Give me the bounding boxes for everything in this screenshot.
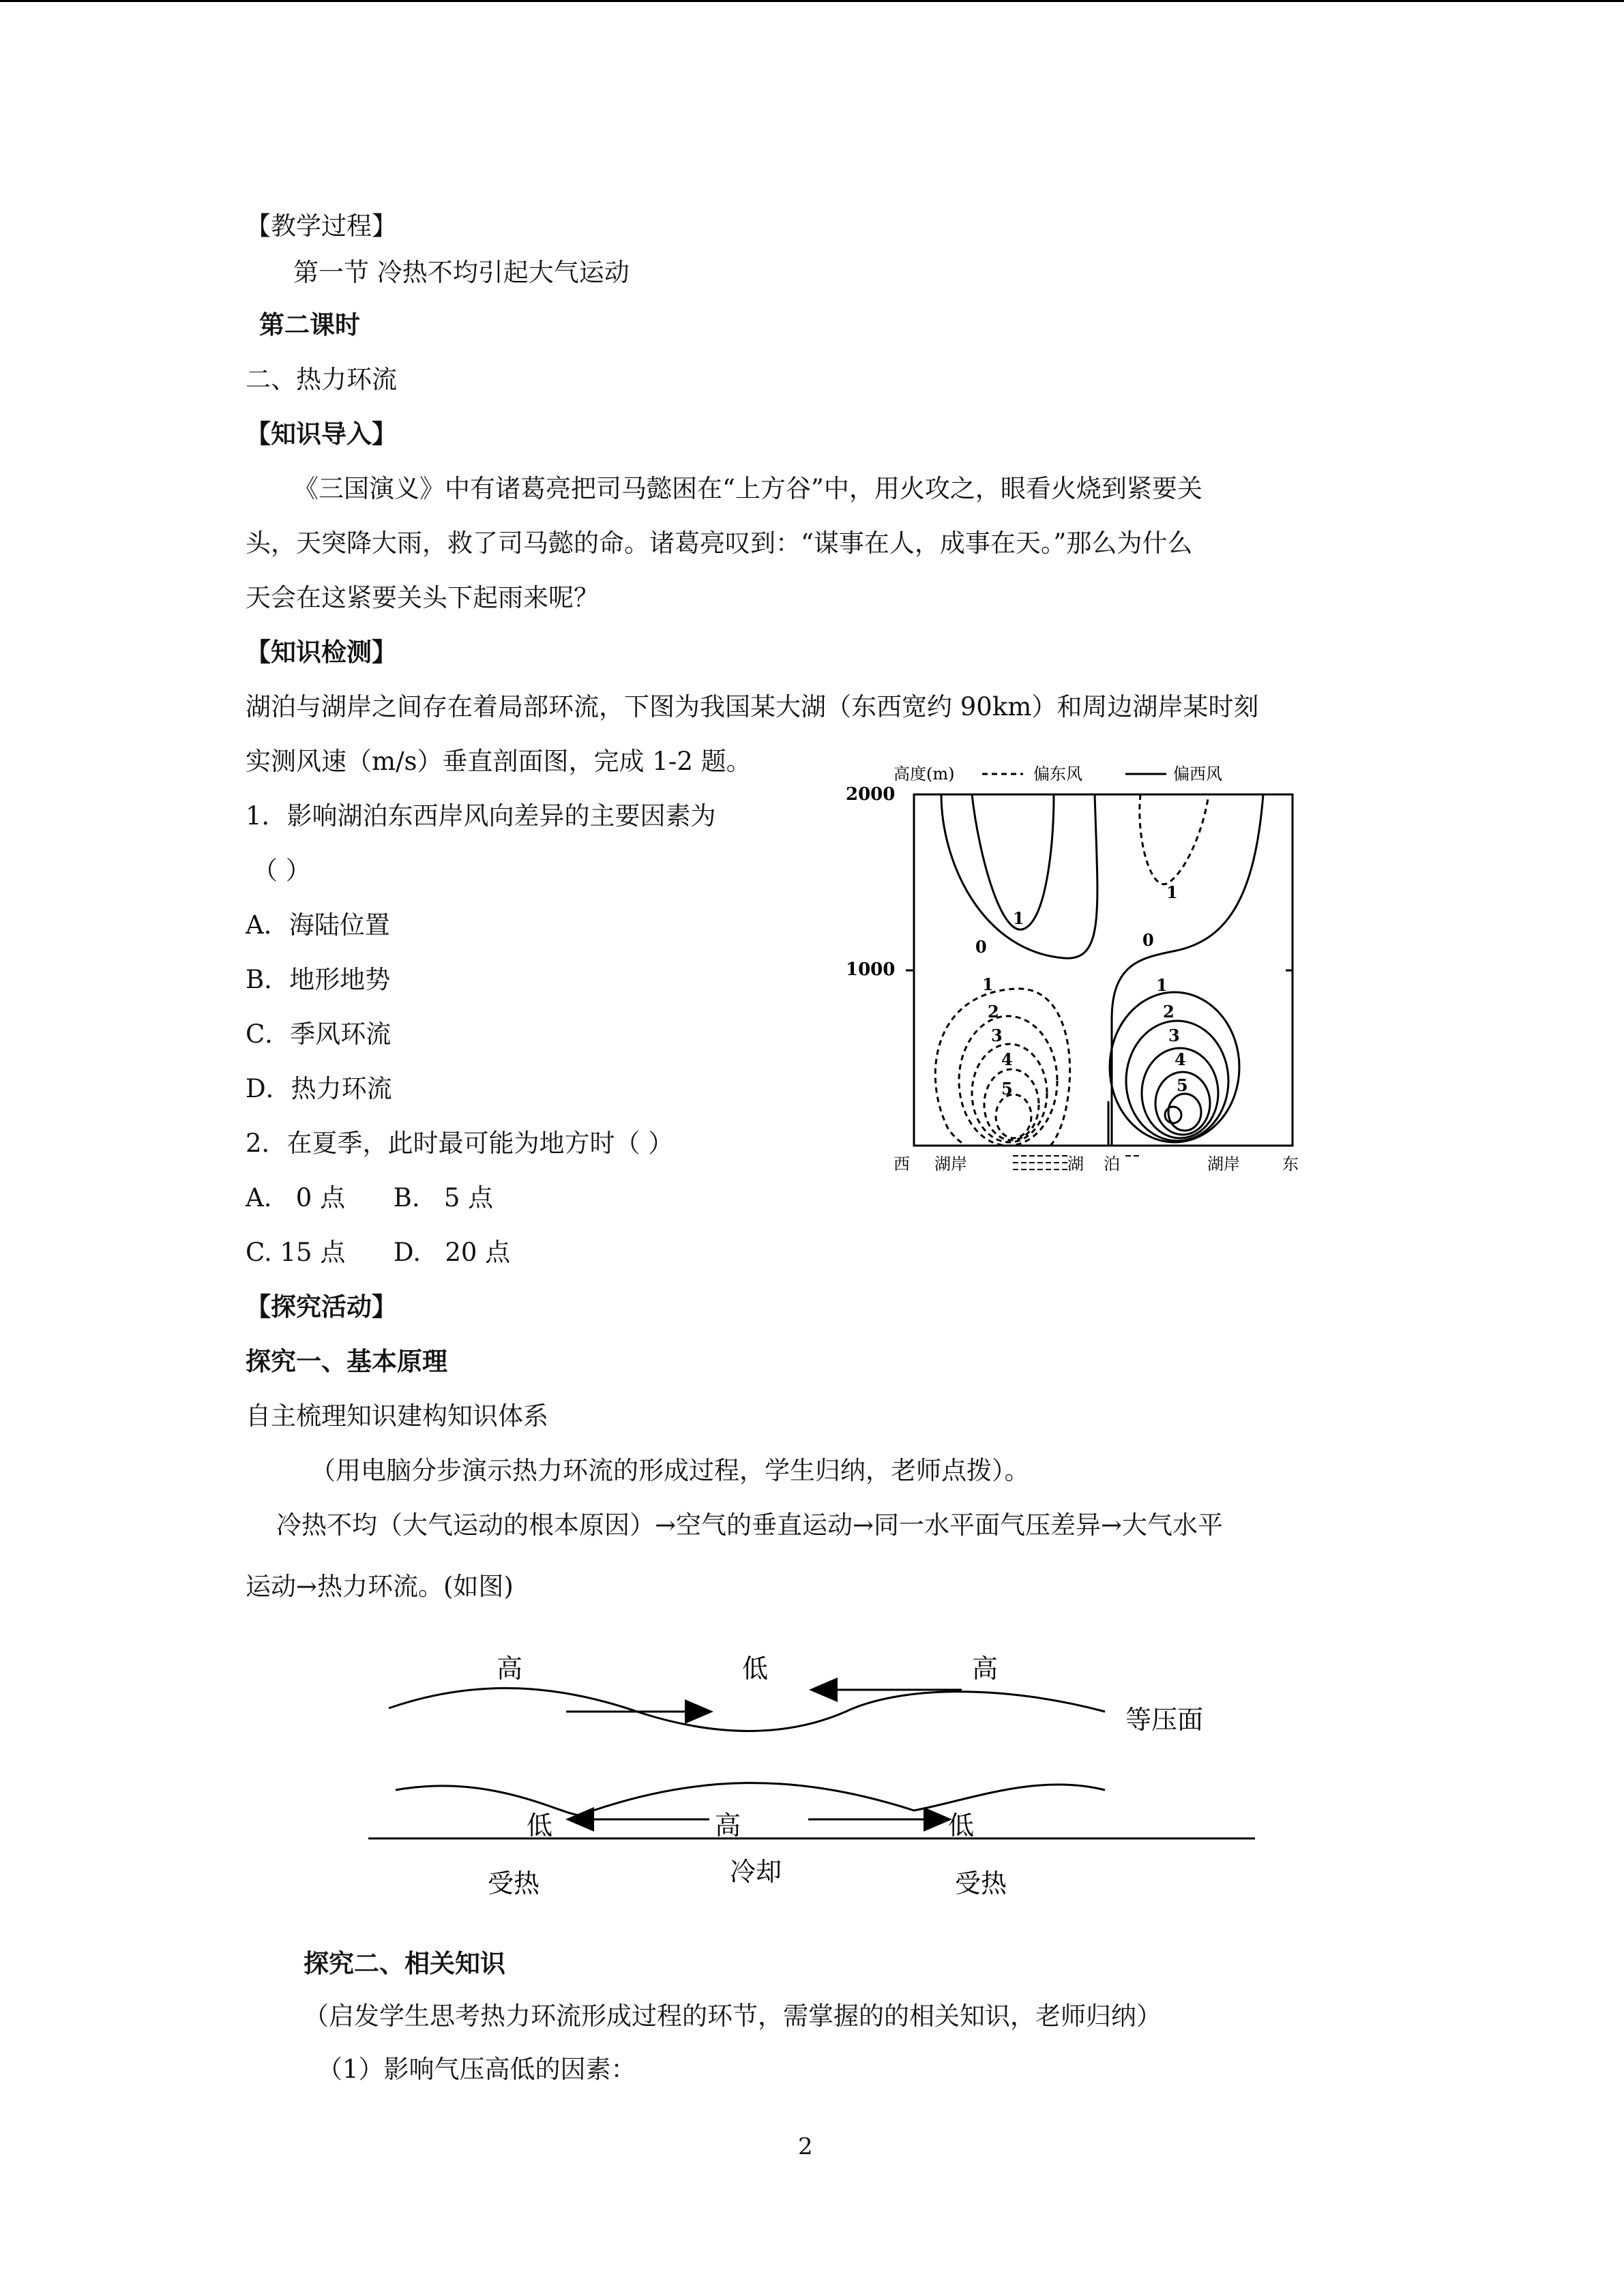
label-right-low-2: 2 xyxy=(1163,1002,1175,1022)
lesson-label: 第二课时 xyxy=(259,310,360,340)
label-left-low-3: 3 xyxy=(991,1026,1003,1045)
check-line-1: 湖泊与湖岸之间存在着局部环流，下图为我国某大湖（东西宽约 90km）和周边湖岸某时刻 xyxy=(246,692,1259,721)
explore-1-note: （用电脑分步演示热力环流的形成过程，学生归纳，老师点拨）。 xyxy=(310,1456,1030,1485)
explore-2-heading: 探究二、相关知识 xyxy=(304,1949,505,1978)
label-shore-east: 湖岸 xyxy=(1207,1154,1240,1174)
legend-east-label: 偏东风 xyxy=(1033,764,1082,784)
thermal-circulation-diagram xyxy=(355,1637,1296,1909)
y-axis-2000: 2000 xyxy=(846,784,896,805)
question-1-option-d: D．热力环流 xyxy=(246,1074,392,1103)
intro-line-3: 天会在这紧要关头下起雨来呢？ xyxy=(246,583,599,612)
label-east: 东 xyxy=(1282,1154,1299,1174)
intro-line-1: 《三国演义》中有诸葛亮把司马懿困在“上方谷”中，用火攻之，眼看火烧到紧要关 xyxy=(293,474,1202,503)
surface-high-label: 高 xyxy=(715,1810,741,1840)
y-axis-1000: 1000 xyxy=(846,959,896,980)
isobaric-surface-label: 等压面 xyxy=(1125,1705,1204,1735)
topic-heading: 二、热力环流 xyxy=(246,365,397,394)
intro-heading: 【知识导入】 xyxy=(246,419,397,449)
label-lake-2: 泊 xyxy=(1104,1154,1120,1174)
surface-low-right-label: 低 xyxy=(948,1810,975,1840)
label-shore-west: 湖岸 xyxy=(934,1154,967,1174)
page-top-border xyxy=(0,0,1624,2)
legend-height-label: 高度(m) xyxy=(894,764,955,784)
label-right-0: 0 xyxy=(1142,930,1154,950)
label-left-low-5: 5 xyxy=(1001,1079,1013,1099)
surface-low-left-label: 低 xyxy=(527,1810,553,1840)
label-left-low-2: 2 xyxy=(988,1002,999,1022)
heated-right-label: 受热 xyxy=(955,1868,1007,1898)
question-1-option-c: C．季风环流 xyxy=(246,1019,392,1049)
check-heading: 【知识检测】 xyxy=(246,638,397,667)
explore-2-note: （启发学生思考热力环流形成过程的环节，需掌握的的相关知识，老师归纳） xyxy=(304,2001,1162,2031)
section-title: 第一节 冷热不均引起大气运动 xyxy=(293,258,630,287)
question-1-stem: 1．影响湖泊东西岸风向差异的主要因素为 xyxy=(246,801,716,831)
label-left-low-4: 4 xyxy=(1001,1049,1013,1069)
check-line-2: 实测风速（m/s）垂直剖面图，完成 1-2 题。 xyxy=(246,747,752,776)
intro-line-2: 头，天突降大雨，救了司马懿的命。诸葛亮叹到：“谋事在人，成事在天。”那么为什么 xyxy=(246,528,1193,558)
explore-1-subheading: 自主梳理知识建构知识体系 xyxy=(246,1401,548,1431)
explore-1-chain-2: 运动→热力环流。(如图) xyxy=(246,1572,514,1601)
upper-low-label: 低 xyxy=(742,1654,769,1684)
page-number: 2 xyxy=(798,2133,813,2160)
label-right-1: 1 xyxy=(1166,882,1178,902)
contour-left-low-5 xyxy=(996,1094,1031,1138)
contour-left-0 xyxy=(941,794,1097,958)
explore-1-chain-1: 冷热不均（大气运动的根本原因）→空气的垂直运动→同一水平面气压差异→大气水平 xyxy=(276,1510,1224,1540)
question-1-option-b: B．地形地势 xyxy=(246,965,391,994)
explore-heading: 【探究活动】 xyxy=(246,1292,397,1322)
lower-isobar xyxy=(396,1783,1105,1815)
upper-high-left-label: 高 xyxy=(497,1654,523,1684)
label-right-low-5: 5 xyxy=(1177,1075,1188,1095)
heated-left-label: 受热 xyxy=(488,1868,540,1898)
question-2-options-ab: A. 0 点 B. 5 点 xyxy=(246,1183,494,1212)
cooled-label: 冷却 xyxy=(730,1857,782,1887)
label-left-1: 1 xyxy=(1013,908,1024,928)
question-2-options-cd: C. 15 点 D. 20 点 xyxy=(246,1238,511,1267)
legend-west-label: 偏西风 xyxy=(1173,764,1222,784)
heading-teaching-process: 【教学过程】 xyxy=(246,211,397,241)
explore-2-item-1: （1）影响气压高低的因素： xyxy=(317,2055,636,2084)
upper-high-right-label: 高 xyxy=(972,1654,999,1684)
label-left-0: 0 xyxy=(975,937,987,957)
contour-right-low-5 xyxy=(1168,1094,1201,1131)
label-right-low-3: 3 xyxy=(1168,1026,1180,1045)
label-lake-1: 湖 xyxy=(1067,1154,1084,1174)
upper-isobar xyxy=(389,1688,1105,1731)
contour-right-core xyxy=(1165,1107,1181,1123)
label-right-low-1: 1 xyxy=(1156,975,1168,995)
question-1-answer-blank: （ ） xyxy=(252,856,311,885)
question-2-stem: 2．在夏季，此时最可能为地方时（ ） xyxy=(246,1129,674,1158)
lake-wind-profile-figure xyxy=(846,760,1310,1176)
question-1-option-a: A．海陆位置 xyxy=(246,910,390,940)
explore-1-heading: 探究一、基本原理 xyxy=(246,1347,447,1376)
label-right-low-4: 4 xyxy=(1175,1049,1186,1069)
label-west: 西 xyxy=(894,1154,910,1174)
contour-right-upper-1 xyxy=(1140,794,1209,884)
label-left-low-1: 1 xyxy=(982,974,994,994)
